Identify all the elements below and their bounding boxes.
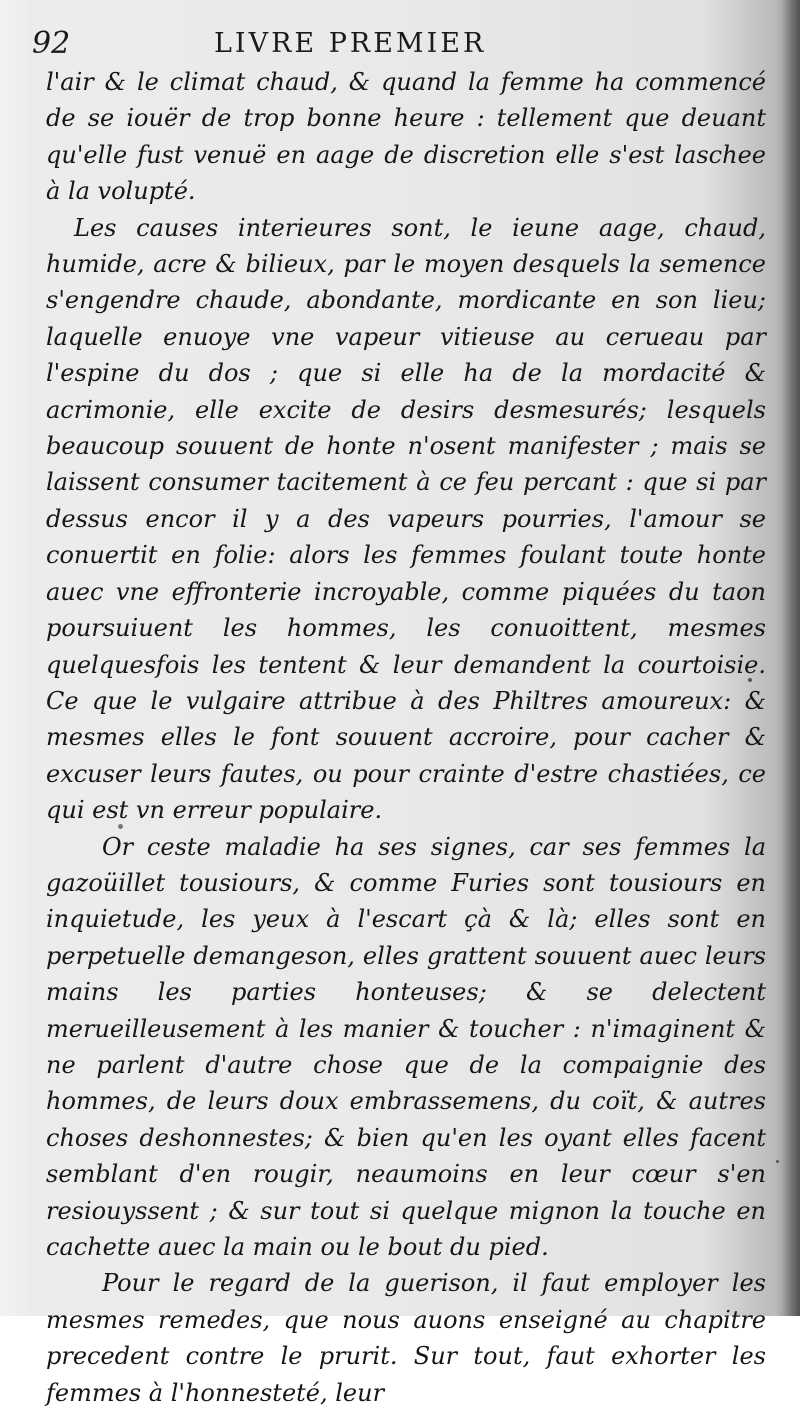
- paragraph-signes: Or ceste maladie ha ses signes, car ses femmes la gazoüillet tousiours, & comme Furies sont tousiours en inquietude, les yeux à l'escart çà & là; elles sont en perpetuelle demangeson, elles grattent souuent auec leurs mains les parties honteuses; & se delectent merueilleusement à les manier & toucher : n'imaginent & ne parlent d'autre chose que de la compaignie des hommes, de leurs doux embrassemens, du coït, & autres choses deshonnestes; & bien qu'en les oyant elles facent semblant d'en rougir, neaumoins en leur cœur s'en resiouyssent ; & sur tout si quelque mignon la touche en cachette auec la main ou le bout du pied.: [46, 832, 766, 1261]
- ink-speck: [748, 678, 752, 682]
- ink-speck: [776, 1160, 779, 1163]
- page-edge-shadow: [782, 0, 800, 1316]
- page-header: [32, 22, 772, 62]
- body-text: [46, 64, 766, 1411]
- page-number: 92: [32, 26, 71, 61]
- paragraph-guerison: Pour le regard de la guerison, il faut employer les mesmes remedes, que nous auons enseigné au chapitre precedent contre le prurit. Sur tout, faut exhorter les femmes à l'honnesteté, leur: [46, 1269, 766, 1407]
- paragraph-continuation: l'air & le climat chaud, & quand la femme ha commencé de se iouër de trop bonne heure : tellement que deuant qu'elle fust venuë en aage de discretion elle s'est laschee à la volupté.: [46, 68, 766, 206]
- ink-speck: [118, 824, 123, 829]
- paragraph-causes-interieures: Les causes interieures sont, le ieune aage, chaud, humide, acre & bilieux, par le moyen desquels la semence s'engendre chaude, abondante, mordicante en son lieu; laquelle enuoye vne vapeur vitieuse au cerueau par l'espine du dos ; que si elle ha de la mordacité & acrimonie, elle excite de desirs desmesurés; lesquels beaucoup souuent de honte n'osent manifester ; mais se laissent consumer tacitement à ce feu percant : que si par dessus encor il y a des vapeurs pourries, l'amour se conuertit en folie: alors les femmes foulant toute honte auec vne effronterie incroyable, comme piquées du taon poursuiuent les hommes, les conuoittent, mesmes quelquesfois les tentent & leur demandent la courtoisie. Ce que le vulgaire attribue à des Philtres amoureux: & mesmes elles le font souuent accroire, pour cacher & excuser leurs fautes, ou pour crainte d'estre chastiées, ce qui est vn erreur populaire.: [46, 213, 766, 825]
- running-head: LIVRE PREMIER: [214, 28, 487, 59]
